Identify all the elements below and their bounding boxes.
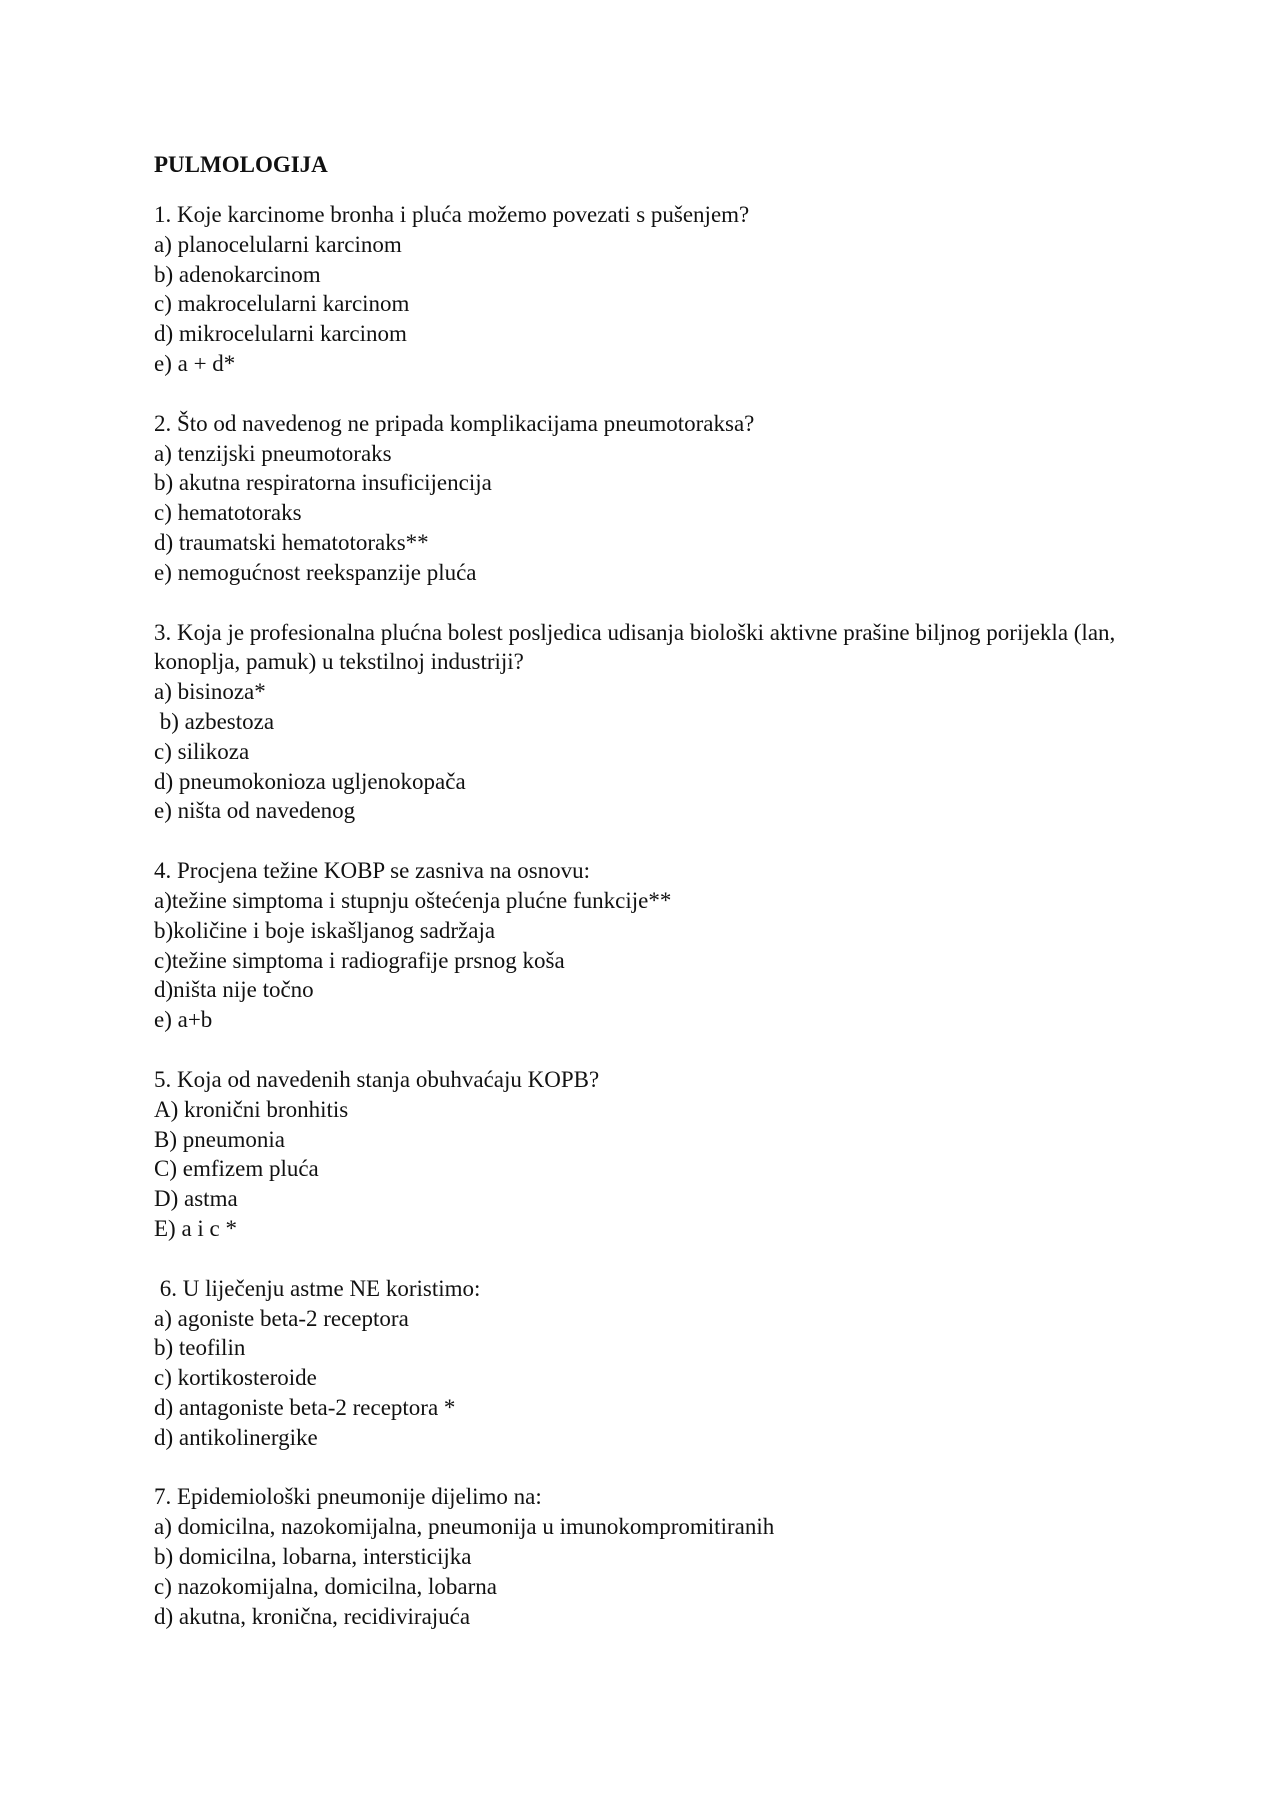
answer-option: e) ništa od navedenog: [154, 798, 356, 824]
answer-option: C) emfizem pluća: [154, 1156, 319, 1182]
answer-option: D) astma: [154, 1186, 238, 1212]
answer-option: a) tenzijski pneumotoraks: [154, 440, 392, 466]
answer-option: a) bisinoza*: [154, 679, 266, 705]
question-prompt: 6. U liječenju astme NE koristimo:: [154, 1275, 481, 1301]
answer-option: d) mikrocelularni karcinom: [154, 321, 407, 347]
answer-option: b) adenokarcinom: [154, 261, 321, 287]
answer-option: a) domicilna, nazokomijalna, pneumonija u imunokompromitiranih: [154, 1514, 775, 1540]
answer-option: d) traumatski hematotoraks**: [154, 529, 429, 555]
question-block: [154, 1274, 1194, 1453]
question-prompt: 4. Procjena težine KOBP se zasniva na osnovu:: [154, 858, 591, 884]
question-block: [154, 409, 1194, 588]
answer-option: d) akutna, kronična, recidivirajuća: [154, 1603, 471, 1629]
question-block: [154, 856, 1194, 1035]
answer-option: a) planocelularni karcinom: [154, 231, 402, 257]
document-page: [154, 150, 1194, 1661]
question-block: [154, 1482, 1194, 1631]
page-title: PULMOLOGIJA: [154, 152, 328, 177]
answer-option: c) makrocelularni karcinom: [154, 291, 410, 317]
question-block: [154, 618, 1194, 827]
answer-option: B) pneumonia: [154, 1126, 285, 1152]
answer-option: a) agoniste beta-2 receptora: [154, 1305, 409, 1331]
answer-option: c) kortikosteroide: [154, 1365, 317, 1391]
question-prompt: 3. Koja je profesionalna plućna bolest posljedica udisanja biološki aktivne prašine biljnog porijekla (lan, konoplja, pamuk) u tekstilnoj industriji?: [154, 619, 1122, 675]
answer-option: e) a+b: [154, 1007, 213, 1033]
answer-option: A) kronični bronhitis: [154, 1096, 349, 1122]
answer-option: c) nazokomijalna, domicilna, lobarna: [154, 1573, 497, 1599]
answer-option: d) antikolinergike: [154, 1424, 318, 1450]
answer-option: b) azbestoza: [154, 708, 275, 734]
answer-option: b) teofilin: [154, 1335, 246, 1361]
answer-option: a)težine simptoma i stupnju oštećenja plućne funkcije**: [154, 887, 672, 913]
question-prompt: 2. Što od navedenog ne pripada komplikacijama pneumotoraksa?: [154, 410, 755, 436]
answer-option: b)količine i boje iskašljanog sadržaja: [154, 917, 496, 943]
answer-option: d) antagoniste beta-2 receptora *: [154, 1394, 456, 1420]
question-prompt: 1. Koje karcinome bronha i pluća možemo povezati s pušenjem?: [154, 202, 750, 227]
answer-option: e) a + d*: [154, 350, 236, 376]
answer-option: d)ništa nije točno: [154, 977, 314, 1003]
answer-option: c)težine simptoma i radiografije prsnog koša: [154, 947, 565, 973]
answer-option: e) nemogućnost reekspanzije pluća: [154, 559, 477, 585]
answer-option: c) silikoza: [154, 738, 250, 764]
answer-option: c) hematotoraks: [154, 500, 302, 526]
answer-option: d) pneumokonioza ugljenokopača: [154, 768, 466, 794]
answer-option: b) akutna respiratorna insuficijencija: [154, 470, 492, 496]
question-prompt: 7. Epidemiološki pneumonije dijelimo na:: [154, 1484, 542, 1510]
question-prompt: 5. Koja od navedenih stanja obuhvaćaju KOPB?: [154, 1066, 600, 1092]
question-block: [154, 1065, 1194, 1244]
answer-option: E) a i c *: [154, 1215, 238, 1241]
question-block: [154, 200, 1194, 379]
answer-option: b) domicilna, lobarna, intersticijka: [154, 1544, 472, 1570]
